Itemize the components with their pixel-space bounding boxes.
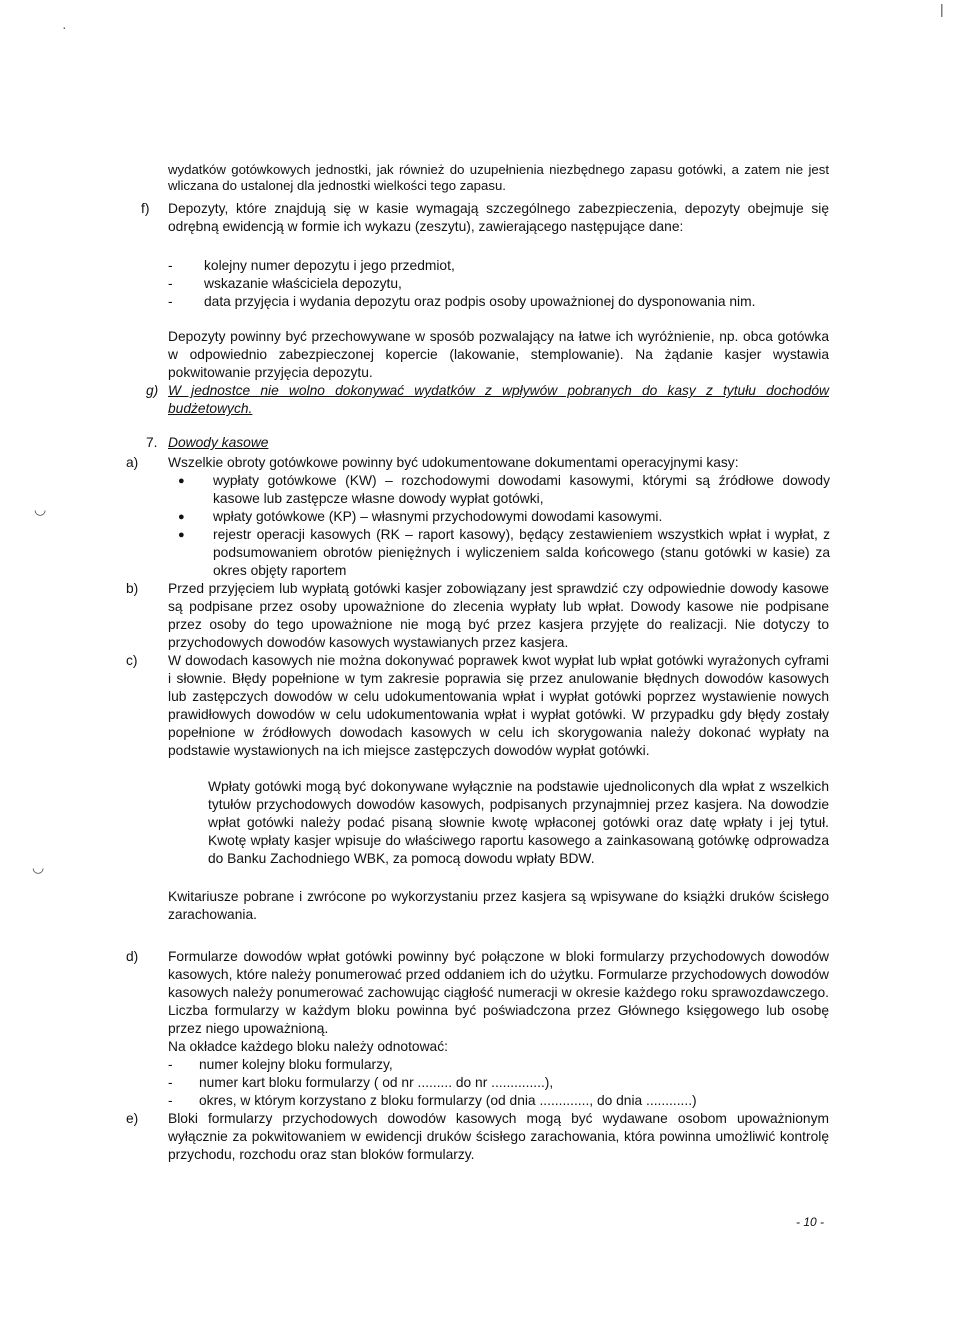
forms-issue-paragraph: Bloki formularzy przychodowych dowodów kasowych mogą być wydawane osobom upoważnionym wyłącznie za pokwitowaniem w ewidencji druków ścisłego zarachowania, która powinna umożliwić kontrolę przychodu, rozchodu oraz stan bloków formularzy. <box>168 1111 829 1162</box>
list-item: - numer kolejny bloku formularzy, <box>168 1057 393 1072</box>
deposits-intro: Depozyty, które znajdują się w kasie wymagają szczególnego zabezpieczenia, depozyty obejmuje się odrębną ewidencją w formie ich wykazu (zeszytu), zawierającego następujące dane: <box>168 201 829 234</box>
section-number: 7. <box>146 435 158 450</box>
deposit-data-list <box>168 257 831 311</box>
scan-mark: ◡ <box>34 501 47 517</box>
item-marker-a: a) <box>126 455 139 470</box>
item-marker-c: c) <box>126 653 138 668</box>
list-item: - wskazanie właściciela depozytu, <box>168 276 402 291</box>
verification-paragraph: Przed przyjęciem lub wypłatą gotówki kasjer zobowiązany jest sprawdzić czy odpowiednie dowody kasowe są podpisane przez osoby upoważnione do zlecenia wypłaty lub wpłat. Dowody kasowe nie podpisane przez osoby do tego upoważnione nie mogą być przez kasjera przyjęte do realizacji. Nie dotyczy to przychodowych dowodów kasowych wystawianych przez kasjera. <box>168 581 829 650</box>
scan-mark: ◡ <box>32 859 45 875</box>
item-marker-g: g) <box>146 383 159 398</box>
list-item: - kolejny numer depozytu i jego przedmiot, <box>168 258 455 273</box>
list-item: - okres, w którym korzystano z bloku formularzy (od dnia ............., do dnia ............) <box>168 1093 697 1108</box>
page-number: - 10 - <box>796 1215 825 1229</box>
item-marker-b: b) <box>126 581 139 596</box>
receipt-books-paragraph: Kwitariusze pobrane i zwrócone po wykorzystaniu przez kasjera są wpisywane do książki druków ścisłego zarachowania. <box>168 889 829 922</box>
list-item: ● wpłaty gotówkowe (KP) – własnymi przychodowymi dowodami kasowymi. <box>178 509 663 524</box>
item-marker-d: d) <box>126 949 139 964</box>
cash-documents-list <box>178 472 830 580</box>
scan-speck: | <box>940 1 944 17</box>
scan-speck: · <box>62 19 67 35</box>
list-item: - numer kart bloku formularzy ( od nr ......... do nr ..............), <box>168 1075 554 1090</box>
list-item: ● wypłaty gotówkowe (KW) – rozchodowymi dowodami kasowymi, którymi są źródłowe dowody kasowe lub zastępcze własne dowody wypłat gotówki, <box>178 473 830 506</box>
list-item: ● rejestr operacji kasowych (RK – raport kasowy), będący zestawieniem wszystkich wpłat i wypłat, z podsumowaniem obrotów pieniężnych i wyliczeniem salda końcowego (stanu gotówki w kasie) za okres objęty raportem <box>178 527 830 578</box>
item-marker-f: f) <box>141 201 150 216</box>
payments-paragraph: Wpłaty gotówki mogą być dokonywane wyłącznie na podstawie ujednoliconych dla wpłat z wszelkich tytułów przychodowych dowodów kasowych, podpisanych przynajmniej przez kasjera. Na dowodzie wpłat gotówki należy podać pisaną słownie kwotę wpłaconej gotówki oraz datę wpłaty i jej tytuł. Kwotę wpłaty kasjer wpisuje do właściwego raportu kasowego a zainkasowaną gotówkę odprowadza do Banku Zachodniego WBK, za pomocą dowodu wpłaty BDW. <box>208 779 829 866</box>
deposits-closing: Depozyty powinny być przechowywane w sposób pozwalający na łatwe ich wyróżnienie, np. obca gotówka w odpowiednio zabezpieczonej kopercie (lakowanie, stemplowanie). Na żądanie kasjer wystawia pokwitowanie przyjęcia depozytu. <box>168 329 829 380</box>
budget-rule-text: W jednostce nie wolno dokonywać wydatków z wpływów pobranych do kasy z tytułu dochodów budżetowych. <box>168 383 829 416</box>
item-marker-e: e) <box>126 1111 139 1126</box>
cover-items-list <box>168 1056 831 1110</box>
cover-intro: Na okładce każdego bloku należy odnotować: <box>168 1039 448 1054</box>
list-item: - data przyjęcia i wydania depozytu oraz podpis osoby upoważnionej do dysponowania nim. <box>168 294 756 309</box>
cash-documents-intro: Wszelkie obroty gotówkowe powinny być udokumentowane dokumentami operacyjnymi kasy: <box>168 455 739 470</box>
forms-paragraph: Formularze dowodów wpłat gotówki powinny być połączone w bloki formularzy przychodowych dowodów kasowych, które należy ponumerować przed oddaniem ich do użytku. Formularze przychodowych dowodów kasowych należy ponumerować zachowując ciągłość numeracji w okresie każdego roku sprawozdawczego. Liczba formularzy w każdym bloku powinna być poświadczona przez Głównego księgowego lub osobę przez niego upoważnioną. <box>168 949 829 1036</box>
corrections-paragraph: W dowodach kasowych nie można dokonywać poprawek kwot wypłat lub wpłat gotówki wyrażonych cyframi i słownie. Błędy popełnione w tym zakresie poprawia się przez anulowanie błędnych dowodów kasowych lub zastępczych dowodów w celu udokumentowania wpłat i wypłat gotówki poprzez wystawienie nowych prawidłowych dowodów w celu udokumentowania wpłat i wypłat gotówki. W przypadku gdy błędy zostały popełnione w źródłowych dowodach kasowych w celu ich skorygowania należy dokonać wypłaty na podstawie wystawionych na ich miejsce zastępczych dowodów wypłat gotówki. <box>168 653 829 758</box>
section-title: Dowody kasowe <box>168 435 269 450</box>
continuation-paragraph: wydatków gotówkowych jednostki, jak również do uzupełnienia niezbędnego zapasu gotówki, a zatem nie jest wliczana do ustalonej dla jednostki wielkości tego zapasu. <box>168 162 829 193</box>
